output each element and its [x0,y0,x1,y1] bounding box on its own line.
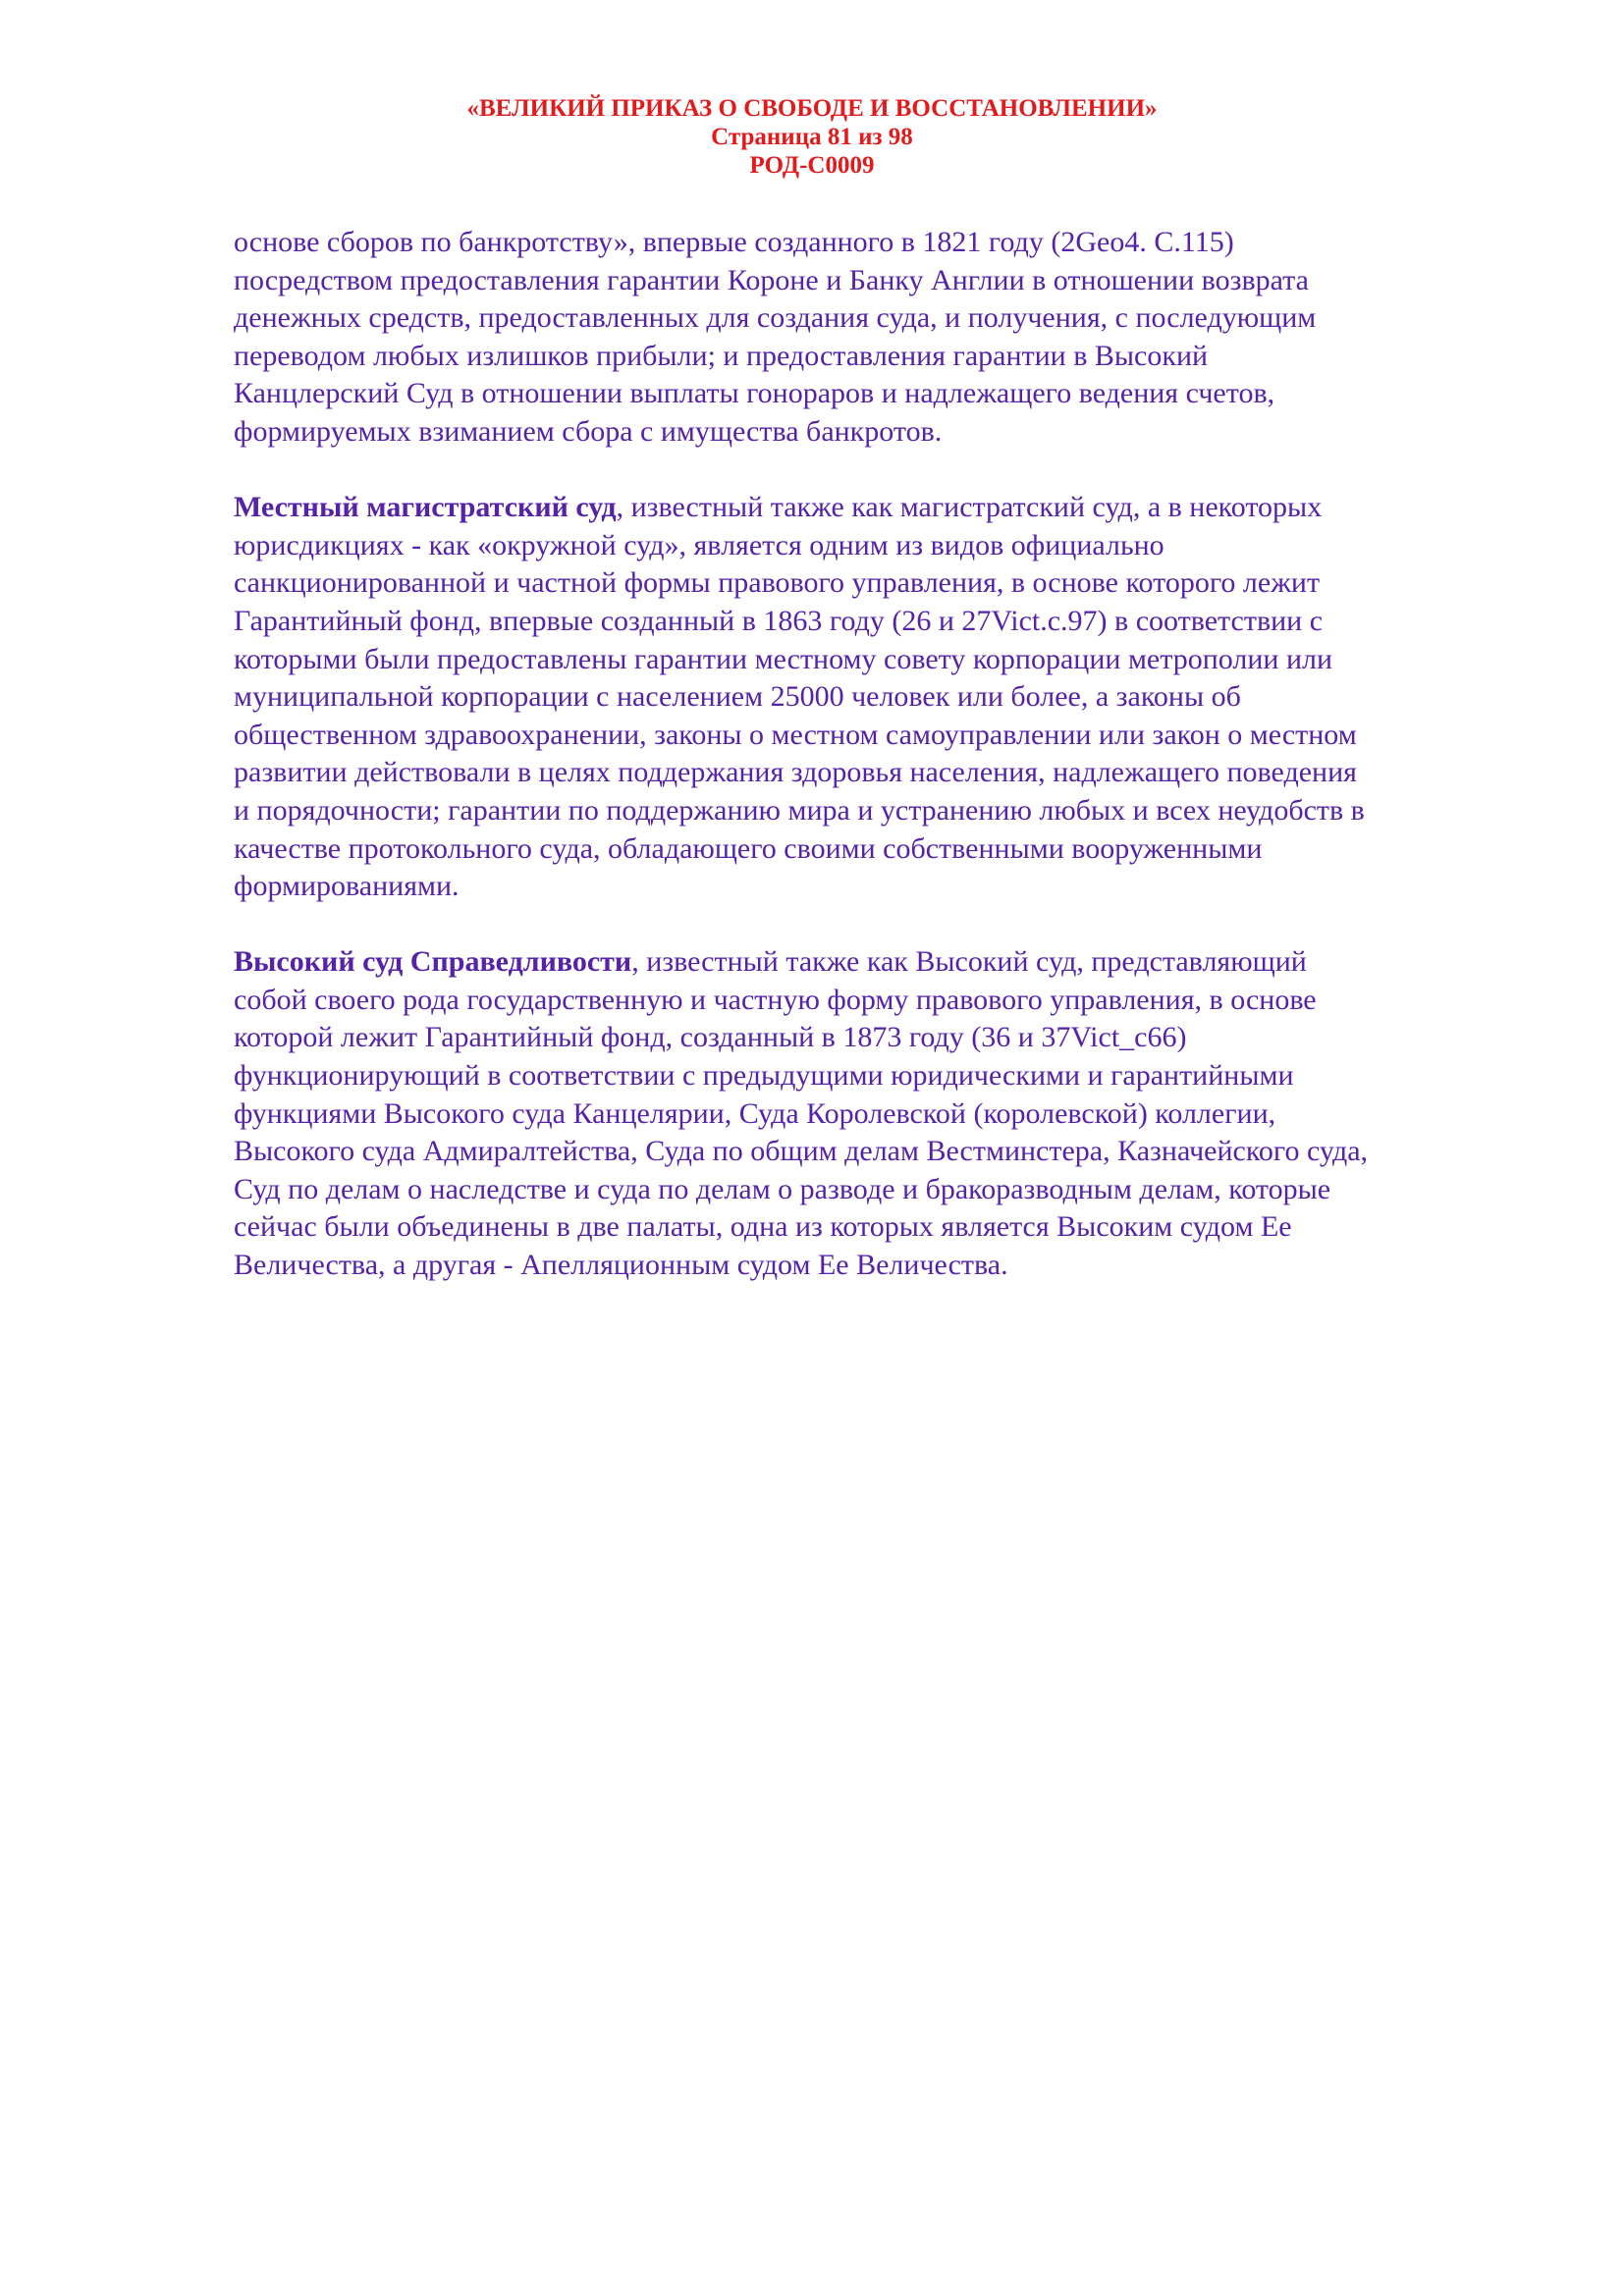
text-line: развитии действовали в целях поддержания здоровья населения, надлежащего поведения [234,756,1357,789]
text-line: сейчас были объединены в две палаты, одна из которых является Высоким судом Ее [234,1210,1292,1244]
text-line: формированиями. [234,870,460,903]
paragraph-high-court-of-justice [234,943,1510,1284]
page-number: Страница 81 из 98 [711,124,913,150]
text-fragment: , известный также как магистратский суд, а в некоторых [616,491,1323,524]
text-line: Гарантийный фонд, впервые созданный в 1863 году (26 и 27Vict.c.97) в соответствии с [234,604,1324,637]
text-line: основе сборов по банкротству», впервые созданного в 1821 году (2Geo4. C.115) [234,226,1234,258]
text-line: санкционированной и частной формы правового управления, в основе которого лежит [234,566,1321,600]
document-body [234,224,1510,1322]
text-line: переводом любых излишков прибыли; и предоставления гарантии в Высокий [234,339,1209,372]
text-line: которой лежит Гарантийный фонд, созданный в 1873 году (36 и 37Vict_c66) [234,1021,1187,1054]
text-line: и порядочности; гарантии по поддержанию мира и устранению любых и всех неудобств в [234,793,1365,827]
term-magistrates-court: Местный магистратский суд [234,491,617,524]
text-line: функциями Высокого суда Канцелярии, Суда Королевской (королевской) коллегии, [234,1096,1276,1130]
text-line: формируемых взиманием сбора с имущества банкротов. [234,414,943,448]
text-line: общественном здравоохранении, законы о местном самоуправлении или закон о местном [234,718,1357,751]
term-high-court-of-justice: Высокий суд Справедливости [234,945,632,979]
text-fragment: , известный также как Высокий суд, представляющий [631,945,1307,979]
text-line: Канцлерский Суд в отношении выплаты гонораров и надлежащего ведения счетов, [234,377,1275,410]
text-line: посредством предоставления гарантии Короне и Банку Англии в отношении возврата [234,263,1309,296]
text-line: муниципальной корпорации с населением 25000 человек или более, а законы об [234,680,1241,714]
text-line: денежных средств, предоставленных для создания суда, и получения, с последующим [234,301,1317,335]
text-line: юрисдикциях - как «окружной суд», является одним из видов официально [234,528,1164,561]
text-line: Суд по делам о наследстве и суда по делам о разводе и бракоразводным делам, которые [234,1172,1331,1205]
paragraph-bankruptcy-court [234,224,1510,452]
text-line: качестве протокольного суда, обладающего своими собственными вооруженными [234,831,1263,865]
text-line: Высокого суда Адмиралтейства, Суда по общим делам Вестминстера, Казначейского суда, [234,1135,1369,1168]
document-code: РОД-С0009 [749,152,875,179]
text-line: собой своего рода государственную и частную форму правового управления, в основе [234,983,1317,1016]
text-line [234,489,1510,527]
text-line [234,943,1510,982]
text-line: которыми были предоставлены гарантии местному совету корпорации метрополии или [234,642,1333,675]
paragraph-magistrates-court [234,489,1510,906]
text-line: функционирующий в соответствии с предыдущими юридическими и гарантийными [234,1059,1294,1093]
document-title: «ВЕЛИКИЙ ПРИКАЗ О СВОБОДЕ И ВОССТАНОВЛЕНИИ» [466,95,1158,122]
page-header [0,94,1624,180]
text-line: Величества, а другая - Апелляционным судом Ее Величества. [234,1249,1008,1282]
